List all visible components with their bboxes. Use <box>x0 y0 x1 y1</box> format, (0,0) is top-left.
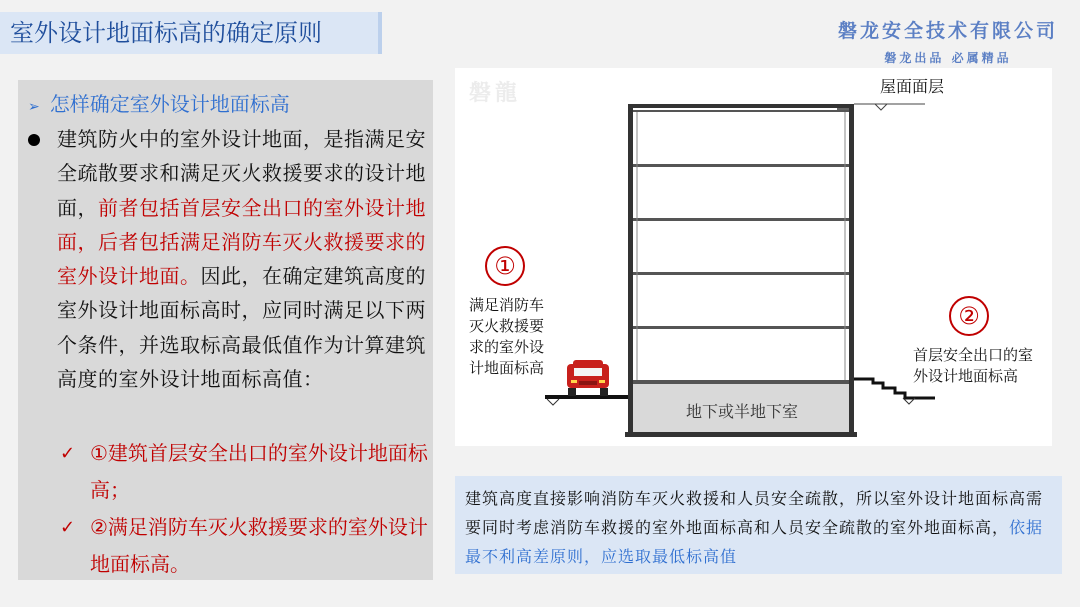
left-annotation-line: 满足消防车 <box>469 296 545 314</box>
building-section-diagram <box>455 68 1052 446</box>
condition-item <box>60 435 430 509</box>
main-paragraph <box>57 122 429 396</box>
roof-edge <box>837 108 849 110</box>
paragraph-text-2: 因此，在确定建筑高度的室外设计地面标高时，应同时满足以下两个条件，并选取标高最低值作为计算建筑高度的室外设计地面标高值： <box>57 264 426 392</box>
right-annotation <box>913 345 1033 387</box>
subheading-text: 怎样确定室外设计地面标高 <box>49 92 290 116</box>
note-text: 建筑高度直接影响消防车灭火救援和人员安全疏散，所以室外设计地面标高需要同时考虑消防车救援的室外地面标高和人员安全疏散的室外地面标高， <box>465 489 1044 537</box>
content-panel <box>18 80 433 580</box>
right-wall <box>849 106 854 436</box>
left-annotation-line: 求的室外设 <box>469 338 545 356</box>
condition-text: ②满足消防车灭火救援要求的室外设计地面标高。 <box>90 515 428 576</box>
subheading <box>28 88 290 117</box>
marker-two: ② <box>949 296 989 336</box>
left-ground-line <box>545 395 628 399</box>
condition-text: ①建筑首层安全出口的室外设计地面标高； <box>90 441 428 502</box>
marker-one: ① <box>485 246 525 286</box>
paragraph-text-highlight: 前者包括首层安全出口的室外设计地面，后者包括满足消防车灭火救援要求的室外设计地面。 <box>57 195 426 289</box>
checkmark-icon: ✓ <box>60 443 76 464</box>
company-logo <box>838 16 1058 66</box>
paragraph-text-1: 建筑防火中的室外设计地面，是指满足安全疏散要求和满足灭火救援要求的设计地面， <box>57 127 426 220</box>
page-title: 室外设计地面标高的确定原则 <box>0 12 382 54</box>
checkmark-icon: ✓ <box>60 517 76 538</box>
left-annotation <box>469 295 544 379</box>
summary-note <box>455 476 1062 574</box>
condition-item <box>60 509 430 583</box>
building-drawing <box>455 68 1052 446</box>
bullet-dot-icon <box>28 134 40 146</box>
company-name: 磐龙安全技术有限公司 <box>837 20 1058 42</box>
foundation-slab <box>625 432 857 437</box>
right-annotation-line: 外设计地面标高 <box>913 367 1019 385</box>
fire-truck-icon <box>567 360 609 396</box>
floor-slabs <box>633 110 849 384</box>
roof-slab <box>628 104 854 108</box>
left-wall <box>628 106 633 436</box>
basement-label: 地下或半地下室 <box>686 402 799 421</box>
right-annotation-line: 首层安全出口的室 <box>913 346 1034 364</box>
arrow-bullet-icon: ➢ <box>28 99 40 115</box>
company-slogan: 磐龙出品 必属精品 <box>884 51 1012 65</box>
left-annotation-line: 计地面标高 <box>469 359 545 377</box>
roof-label: 屋面面层 <box>880 77 945 96</box>
note-text-highlight: 依据最不利高差原则，应选取最低标高值 <box>465 518 1044 566</box>
watermark-logo: 磐龍 <box>469 81 522 106</box>
left-annotation-line: 灭火救援要 <box>469 317 545 335</box>
